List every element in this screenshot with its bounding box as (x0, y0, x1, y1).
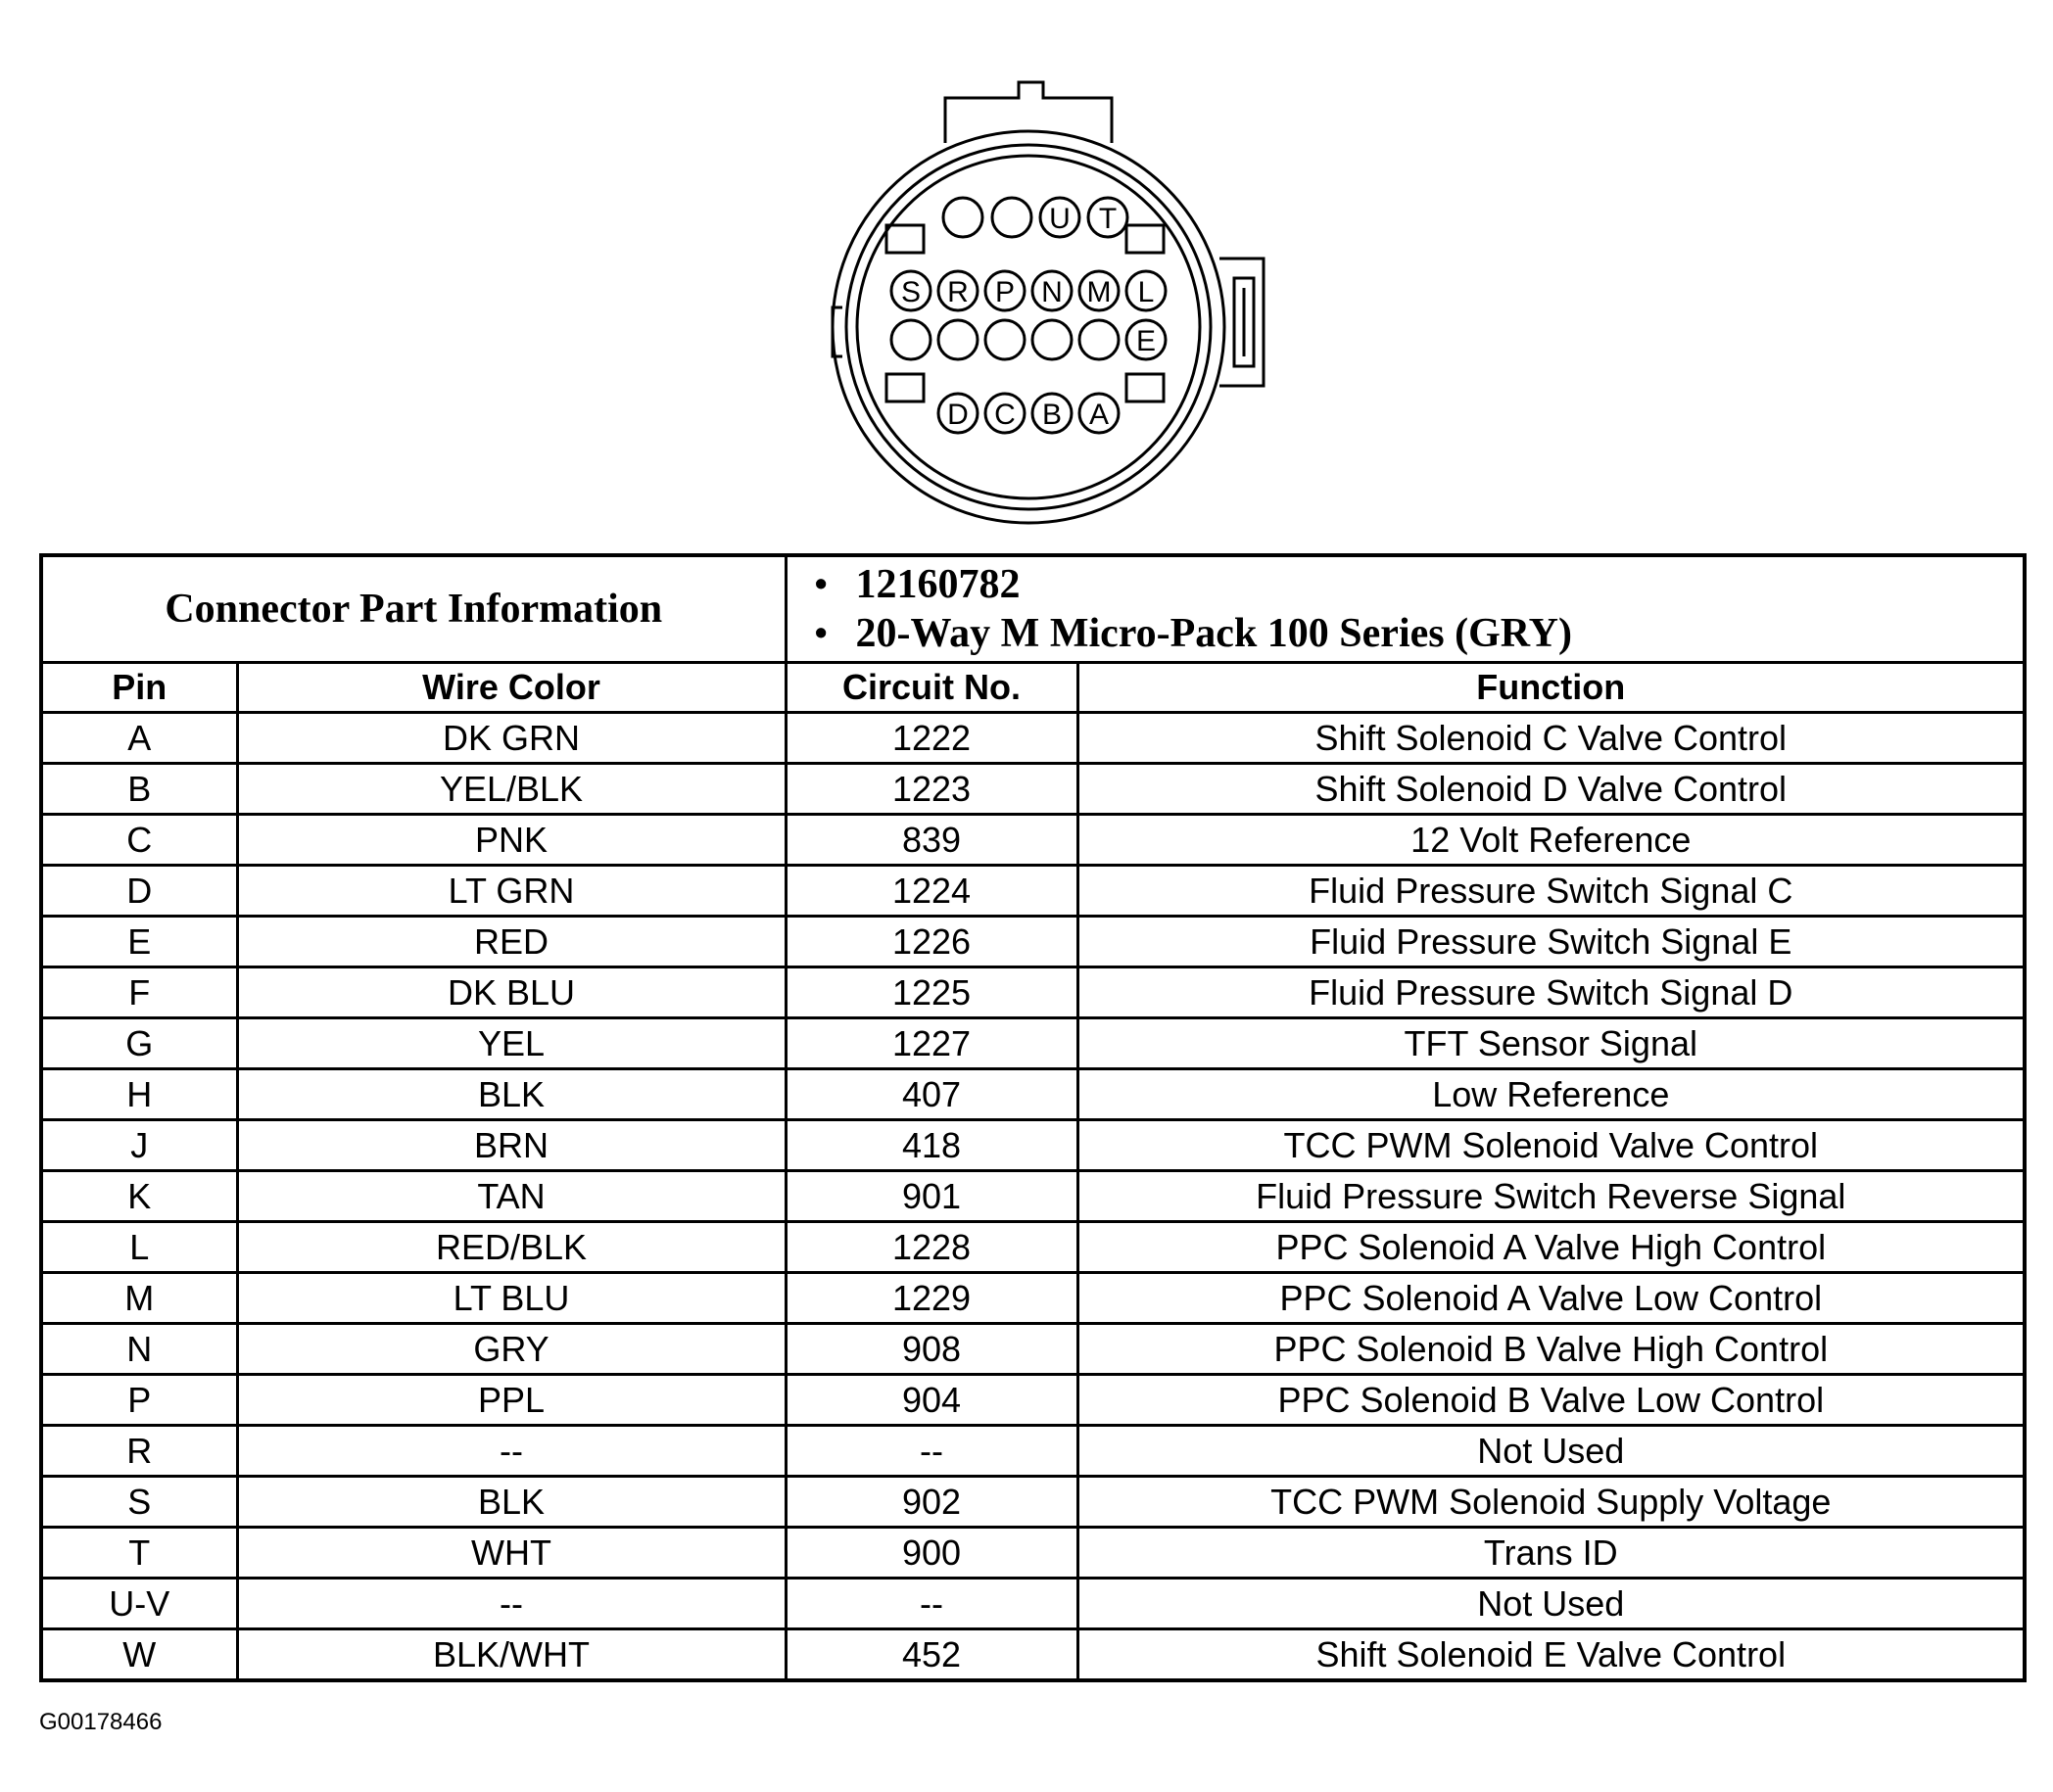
wire-color-cell: BRN (237, 1120, 786, 1171)
circuit-no-cell: 901 (786, 1171, 1077, 1222)
wire-color-cell: YEL (237, 1018, 786, 1069)
wire-color-cell: GRY (237, 1324, 786, 1375)
circuit-no-cell: -- (786, 1579, 1077, 1629)
pin-label: R (947, 276, 969, 308)
wire-color-cell: RED (237, 917, 786, 967)
part-info-row (41, 555, 2025, 663)
table-row (41, 866, 2025, 917)
pin-label: E (1135, 325, 1157, 357)
wire-color-cell: PPL (237, 1375, 786, 1426)
pin-label: U (1049, 203, 1071, 235)
table-row (41, 917, 2025, 967)
function-cell: Fluid Pressure Switch Signal D (1077, 967, 2025, 1018)
connector-pinout-table (39, 553, 2027, 1682)
pin-label: N (1041, 276, 1063, 308)
pin-cell: P (41, 1375, 237, 1426)
function-cell: PPC Solenoid B Valve Low Control (1077, 1375, 2025, 1426)
table-row (41, 713, 2025, 764)
pin-cavity (891, 320, 931, 359)
wire-color-cell: RED/BLK (237, 1222, 786, 1273)
pin-cell: D (41, 866, 237, 917)
wire-color-cell: BLK/WHT (237, 1629, 786, 1681)
pin-cell: T (41, 1528, 237, 1579)
pin-cell: N (41, 1324, 237, 1375)
function-cell: 12 Volt Reference (1077, 815, 2025, 866)
pin-label: L (1137, 276, 1155, 308)
function-cell: TCC PWM Solenoid Supply Voltage (1077, 1477, 2025, 1528)
part-info-list (786, 555, 2025, 663)
circuit-no-cell: 902 (786, 1477, 1077, 1528)
pin-cavity (943, 198, 982, 237)
wire-color-cell: -- (237, 1579, 786, 1629)
wire-color-cell: -- (237, 1426, 786, 1477)
wire-color-cell: YEL/BLK (237, 764, 786, 815)
wire-color-cell: TAN (237, 1171, 786, 1222)
circuit-no-cell: 1228 (786, 1222, 1077, 1273)
header-pin: Pin (41, 663, 237, 713)
function-cell: TFT Sensor Signal (1077, 1018, 2025, 1069)
circuit-no-cell: 407 (786, 1069, 1077, 1120)
wire-color-cell: BLK (237, 1477, 786, 1528)
pin-cavity (938, 320, 978, 359)
circuit-no-cell: 900 (786, 1528, 1077, 1579)
circuit-no-cell: 1224 (786, 866, 1077, 917)
circuit-no-cell: 908 (786, 1324, 1077, 1375)
pin-label: A (1088, 399, 1110, 431)
connector-inner-ring (846, 145, 1211, 509)
circuit-no-cell: -- (786, 1426, 1077, 1477)
header-function: Function (1077, 663, 2025, 713)
pin-cavity (1032, 320, 1072, 359)
table-row (41, 1273, 2025, 1324)
function-cell: Shift Solenoid D Valve Control (1077, 764, 2025, 815)
circuit-no-cell: 1222 (786, 713, 1077, 764)
function-cell: Fluid Pressure Switch Reverse Signal (1077, 1171, 2025, 1222)
table-row (41, 764, 2025, 815)
circuit-no-cell: 1225 (786, 967, 1077, 1018)
pin-cell: G (41, 1018, 237, 1069)
table-row (41, 815, 2025, 866)
pin-cell: R (41, 1426, 237, 1477)
pin-cell: W (41, 1629, 237, 1681)
function-cell: Shift Solenoid C Valve Control (1077, 713, 2025, 764)
circuit-no-cell: 452 (786, 1629, 1077, 1681)
function-cell: TCC PWM Solenoid Valve Control (1077, 1120, 2025, 1171)
pin-cell: B (41, 764, 237, 815)
header-wire-color: Wire Color (237, 663, 786, 713)
wire-color-cell: BLK (237, 1069, 786, 1120)
wire-color-cell: DK BLU (237, 967, 786, 1018)
function-cell: PPC Solenoid B Valve High Control (1077, 1324, 2025, 1375)
table-row (41, 1324, 2025, 1375)
table-row (41, 1579, 2025, 1629)
pin-cell: S (41, 1477, 237, 1528)
pin-cell: J (41, 1120, 237, 1171)
connector-outer-shell (833, 131, 1224, 523)
key-rect-bottom-right (1126, 374, 1164, 401)
pin-label: T (1098, 203, 1118, 235)
pin-cavity (1079, 320, 1119, 359)
pin-cell: H (41, 1069, 237, 1120)
connector-top-latch (945, 82, 1112, 143)
table-row (41, 1018, 2025, 1069)
column-header-row (41, 663, 2025, 713)
circuit-no-cell: 418 (786, 1120, 1077, 1171)
table-row (41, 1171, 2025, 1222)
part-info-label: Connector Part Information (41, 555, 786, 663)
pin-cell: U-V (41, 1579, 237, 1629)
pin-label: M (1086, 276, 1112, 308)
circuit-no-cell: 1223 (786, 764, 1077, 815)
connector-face-diagram (774, 63, 1293, 533)
pin-label: B (1041, 399, 1063, 431)
table-row (41, 1120, 2025, 1171)
wire-color-cell: WHT (237, 1528, 786, 1579)
wire-color-cell: LT GRN (237, 866, 786, 917)
pin-cavity (985, 320, 1025, 359)
pin-label: P (994, 276, 1016, 308)
wire-color-cell: PNK (237, 815, 786, 866)
pin-cell: M (41, 1273, 237, 1324)
wire-color-cell: DK GRN (237, 713, 786, 764)
pinout-body (41, 713, 2025, 1681)
function-cell: Low Reference (1077, 1069, 2025, 1120)
pin-cavity (992, 198, 1031, 237)
figure-id: G00178466 (39, 1709, 163, 1735)
function-cell: Fluid Pressure Switch Signal E (1077, 917, 2025, 967)
table-row (41, 1069, 2025, 1120)
circuit-no-cell: 1227 (786, 1018, 1077, 1069)
circuit-no-cell: 904 (786, 1375, 1077, 1426)
function-cell: Trans ID (1077, 1528, 2025, 1579)
key-rect-top-left (886, 225, 924, 253)
function-cell: Not Used (1077, 1426, 2025, 1477)
pin-cell: E (41, 917, 237, 967)
pin-cell: L (41, 1222, 237, 1273)
table-row (41, 967, 2025, 1018)
table-row (41, 1222, 2025, 1273)
pin-label: S (900, 276, 922, 308)
header-circuit-no: Circuit No. (786, 663, 1077, 713)
table-row (41, 1528, 2025, 1579)
pin-cell: F (41, 967, 237, 1018)
key-rect-bottom-left (886, 374, 924, 401)
wire-color-cell: LT BLU (237, 1273, 786, 1324)
circuit-no-cell: 839 (786, 815, 1077, 866)
part-number: • 12160782 (856, 560, 2024, 609)
function-cell: Not Used (1077, 1579, 2025, 1629)
table-row (41, 1426, 2025, 1477)
pin-cell: K (41, 1171, 237, 1222)
function-cell: PPC Solenoid A Valve Low Control (1077, 1273, 2025, 1324)
function-cell: Shift Solenoid E Valve Control (1077, 1629, 2025, 1681)
pin-label: C (994, 399, 1016, 431)
pin-label: D (947, 399, 969, 431)
key-rect-top-right (1126, 225, 1164, 253)
connector-left-ridge (833, 307, 842, 356)
table-row (41, 1629, 2025, 1681)
part-description: • 20-Way M Micro-Pack 100 Series (GRY) (856, 609, 2024, 658)
pin-cell: A (41, 713, 237, 764)
function-cell: Fluid Pressure Switch Signal C (1077, 866, 2025, 917)
circuit-no-cell: 1229 (786, 1273, 1077, 1324)
table-row (41, 1375, 2025, 1426)
circuit-no-cell: 1226 (786, 917, 1077, 967)
table-row (41, 1477, 2025, 1528)
function-cell: PPC Solenoid A Valve High Control (1077, 1222, 2025, 1273)
pin-cell: C (41, 815, 237, 866)
